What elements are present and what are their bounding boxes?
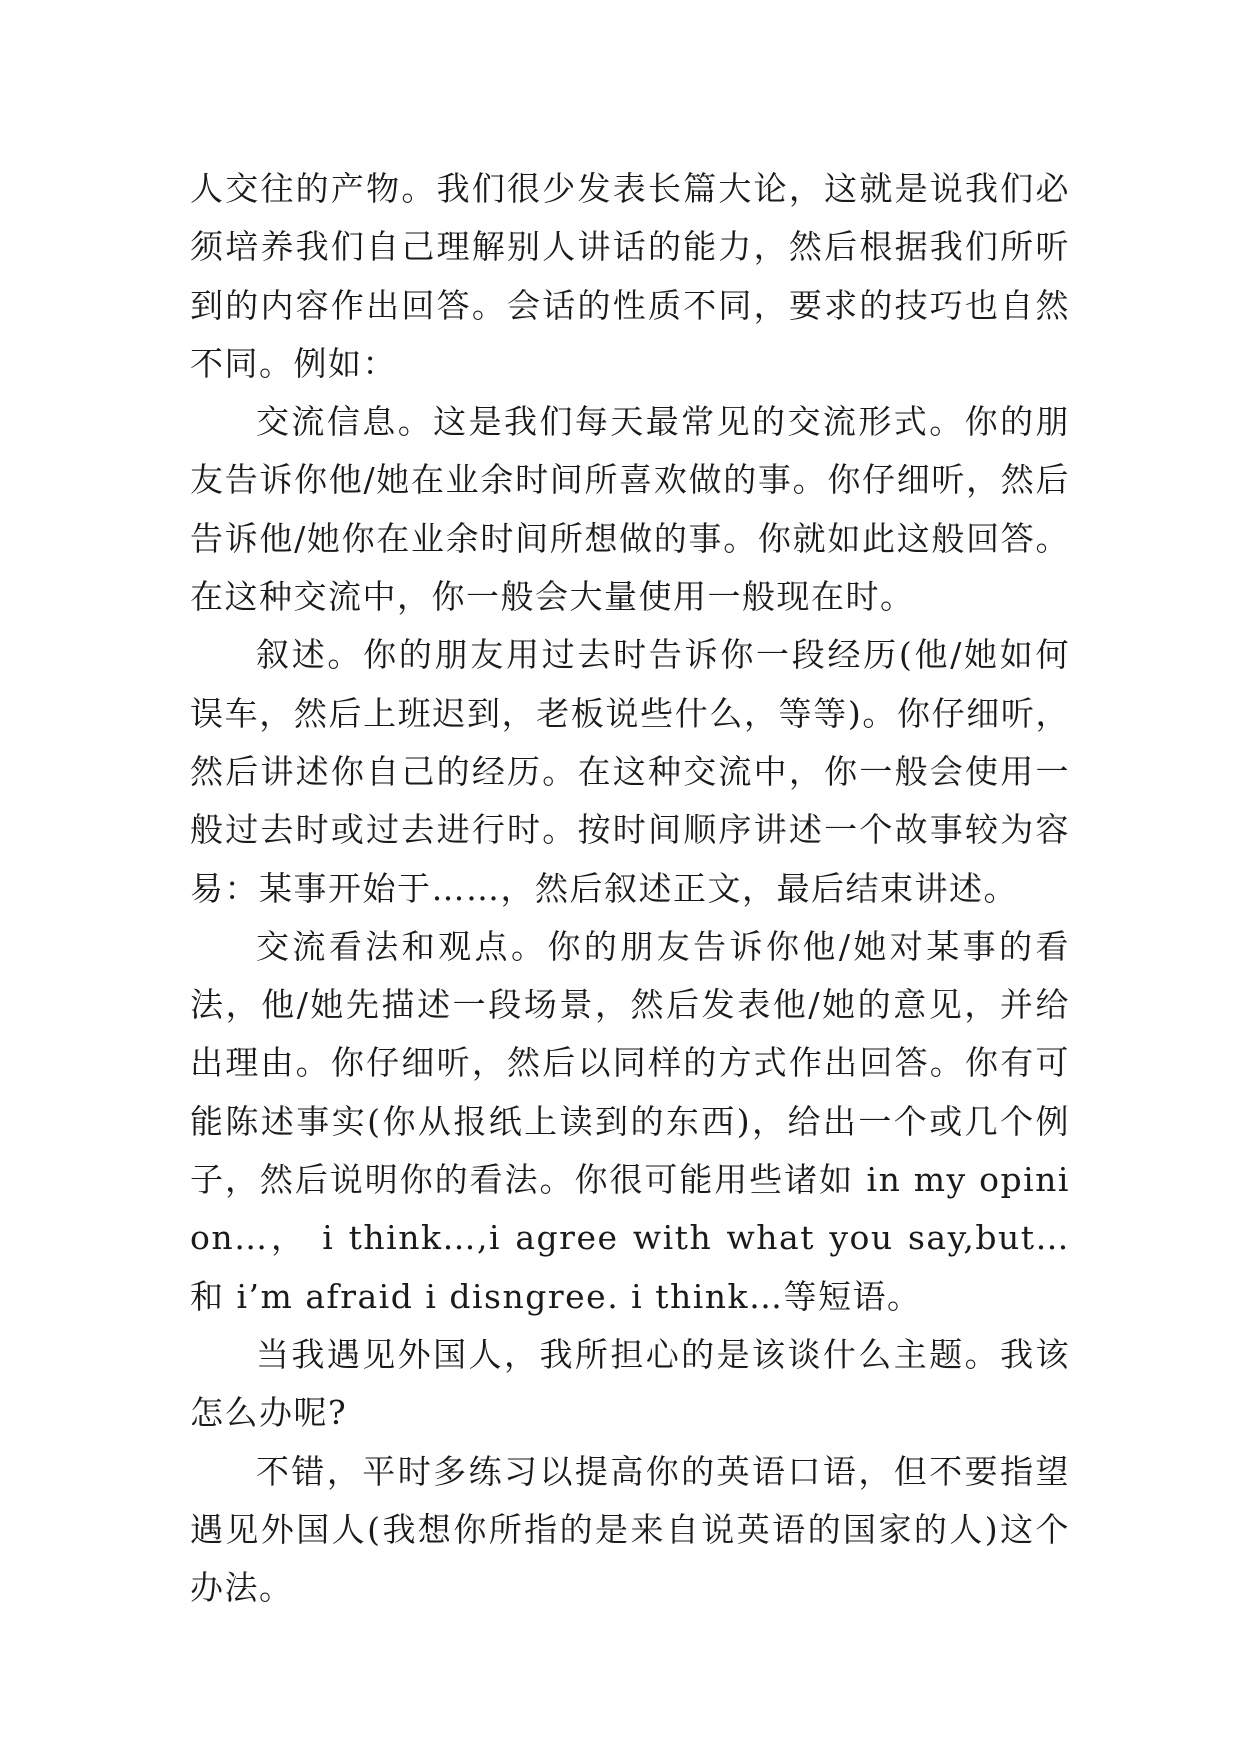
document-body	[190, 160, 1070, 1617]
paragraph-exchange-info: 交流信息。这是我们每天最常见的交流形式。你的朋友告诉你他/她在业余时间所喜欢做的事。你仔细听，然后告诉他/她你在业余时间所想做的事。你就如此这般回答。在这种交流中，你一般会大量使用一般现在时。	[190, 402, 1070, 617]
paragraph-question: 当我遇见外国人，我所担心的是该谈什么主题。我该怎么办呢?	[190, 1334, 1070, 1433]
paragraph-opinions: 交流看法和观点。你的朋友告诉你他/她对某事的看法，他/她先描述一段场景，然后发表他/她的意见，并给出理由。你仔细听，然后以同样的方式作出回答。你有可能陈述事实(你从报纸上读到的东西)，给出一个或几个例子，然后说明你的看法。你很可能用些诸如 in my opinion…， i think…,i agree with what you say,but…和 i’m afraid i disngree. i think…等短语。	[190, 926, 1070, 1316]
paragraph-narration: 叙述。你的朋友用过去时告诉你一段经历(他/她如何误车，然后上班迟到，老板说些什么，等等)。你仔细听，然后讲述你自己的经历。在这种交流中，你一般会使用一般过去时或过去进行时。按时间顺序讲述一个故事较为容易：某事开始于……，然后叙述正文，最后结束讲述。	[190, 635, 1070, 908]
paragraph-answer: 不错，平时多练习以提高你的英语口语，但不要指望遇见外国人(我想你所指的是来自说英语的国家的人)这个办法。	[190, 1451, 1070, 1608]
paragraph-intro: 人交往的产物。我们很少发表长篇大论，这就是说我们必须培养我们自己理解别人讲话的能力，然后根据我们所听到的内容作出回答。会话的性质不同，要求的技巧也自然不同。例如：	[190, 169, 1070, 383]
